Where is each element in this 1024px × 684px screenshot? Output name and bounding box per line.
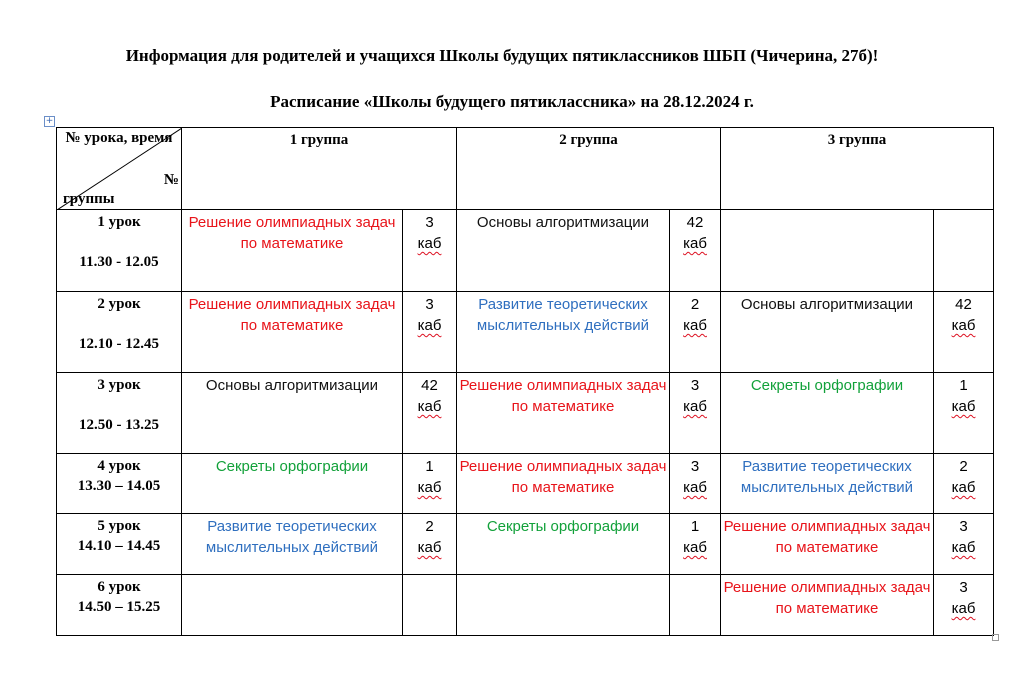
room-cell [403,292,457,373]
lesson-time: 14.50 – 15.25 [77,599,161,615]
room-unit [934,396,993,417]
room-unit [403,233,456,254]
room-unit-text: каб [417,398,442,415]
room-cell [670,292,721,373]
room-unit [670,396,720,417]
lesson-time: 14.10 – 14.45 [77,538,161,554]
room-cell [934,210,994,292]
room-cell [670,575,721,636]
room-unit-text: каб [951,317,976,334]
group-header-1: 1 группа [182,128,457,210]
room-unit [403,477,456,498]
room-number: 1 [690,518,700,535]
corner-bottom-number: № [163,172,179,188]
subject-cell: Решение олимпиадных задач по математике [182,292,403,373]
subject-cell: Решение олимпиадных задач по математике [182,210,403,292]
table-row [57,454,994,514]
lesson-number: 4 урок [97,458,141,474]
table-row [57,210,994,292]
lesson-number: 3 урок [97,377,141,393]
lesson-cell [57,373,182,454]
room-unit-text: каб [683,398,707,415]
lesson-cell [57,514,182,575]
subject-cell [182,575,403,636]
room-unit [934,477,993,498]
room-number: 2 [690,296,700,313]
subject-cell [721,210,934,292]
room-unit-text: каб [417,317,442,334]
table-move-handle-icon[interactable]: + [45,116,54,126]
room-number: 2 [425,518,434,535]
room-number: 3 [425,214,434,231]
subject-cell: Секреты орфографии [721,373,934,454]
room-unit [670,537,720,558]
group-header-3: 3 группа [721,128,994,210]
lesson-cell [57,454,182,514]
room-cell [670,454,721,514]
room-cell [403,210,457,292]
room-unit [403,396,456,417]
room-unit [403,315,456,336]
subject-cell: Секреты орфографии [457,514,670,575]
subject-cell: Решение олимпиадных задач по математике [457,373,670,454]
room-unit [934,537,993,558]
room-unit-text: каб [417,235,442,252]
subject-cell [457,575,670,636]
room-unit-text: каб [951,539,976,556]
room-cell [670,514,721,575]
room-cell [403,575,457,636]
table-row [57,292,994,373]
room-number: 3 [425,296,434,313]
room-cell [934,292,994,373]
room-number: 3 [959,518,968,535]
room-cell [934,514,994,575]
room-number: 1 [425,458,434,475]
subject-cell: Решение олимпиадных задач по математике [721,575,934,636]
room-unit [670,477,720,498]
corner-top-label: № урока, время [65,130,173,146]
room-cell [403,373,457,454]
lesson-number: 2 урок [97,296,141,312]
room-cell [934,575,994,636]
room-unit [670,233,720,254]
page-title: Информация для родителей и учащихся Школы будущих пятиклассников ШБП (Чичерина, 27б)! [125,46,879,65]
room-number: 3 [690,458,700,475]
room-cell [934,373,994,454]
room-unit [934,598,993,619]
room-number: 42 [421,377,438,394]
room-unit [670,315,720,336]
lesson-cell [57,210,182,292]
room-unit-text: каб [683,235,707,252]
lesson-cell [57,575,182,636]
room-cell [934,454,994,514]
room-unit [403,537,456,558]
group-header-2: 2 группа [457,128,721,210]
room-cell [403,514,457,575]
room-cell [403,454,457,514]
table-row [57,514,994,575]
lesson-time: 12.50 - 13.25 [79,417,159,433]
table-row [57,373,994,454]
lesson-number: 1 урок [97,214,141,230]
subject-cell: Развитие теоретических мыслительных действий [182,514,403,575]
lesson-time: 13.30 – 14.05 [77,478,161,494]
table-resize-handle[interactable] [992,634,999,641]
room-number: 3 [690,377,700,394]
room-number: 1 [959,377,968,394]
subject-cell: Основы алгоритмизации [457,210,670,292]
room-unit-text: каб [951,600,976,617]
room-unit-text: каб [417,479,442,496]
room-unit-text: каб [683,479,707,496]
header-row [57,128,994,210]
lesson-cell [57,292,182,373]
room-unit-text: каб [951,398,976,415]
room-unit-text: каб [951,479,976,496]
subject-cell: Основы алгоритмизации [721,292,934,373]
room-cell [670,373,721,454]
room-number: 3 [959,579,968,596]
subject-cell: Решение олимпиадных задач по математике [457,454,670,514]
corner-bottom-label [63,171,179,209]
subject-cell: Развитие теоретических мыслительных действий [721,454,934,514]
lesson-number: 6 урок [97,579,141,595]
room-number: 42 [955,296,972,313]
subject-cell: Решение олимпиадных задач по математике [721,514,934,575]
room-number: 2 [959,458,968,475]
subject-cell: Секреты орфографии [182,454,403,514]
subject-cell: Основы алгоритмизации [182,373,403,454]
room-unit-text: каб [683,539,707,556]
room-cell [670,210,721,292]
room-unit-text: каб [417,539,442,556]
room-unit [934,315,993,336]
lesson-number: 5 урок [97,518,141,534]
lesson-time: 12.10 - 12.45 [79,336,159,352]
schedule-title: Расписание «Школы будущего пятиклассника» на 28.12.2024 г. [270,92,754,111]
subject-cell: Развитие теоретических мыслительных действий [457,292,670,373]
room-number: 42 [686,214,704,231]
room-unit-text: каб [683,317,707,334]
table-row [57,575,994,636]
corner-bottom-groups: группы [63,191,115,207]
corner-cell [57,128,182,210]
schedule-table [56,127,994,636]
lesson-time: 11.30 - 12.05 [79,254,159,270]
